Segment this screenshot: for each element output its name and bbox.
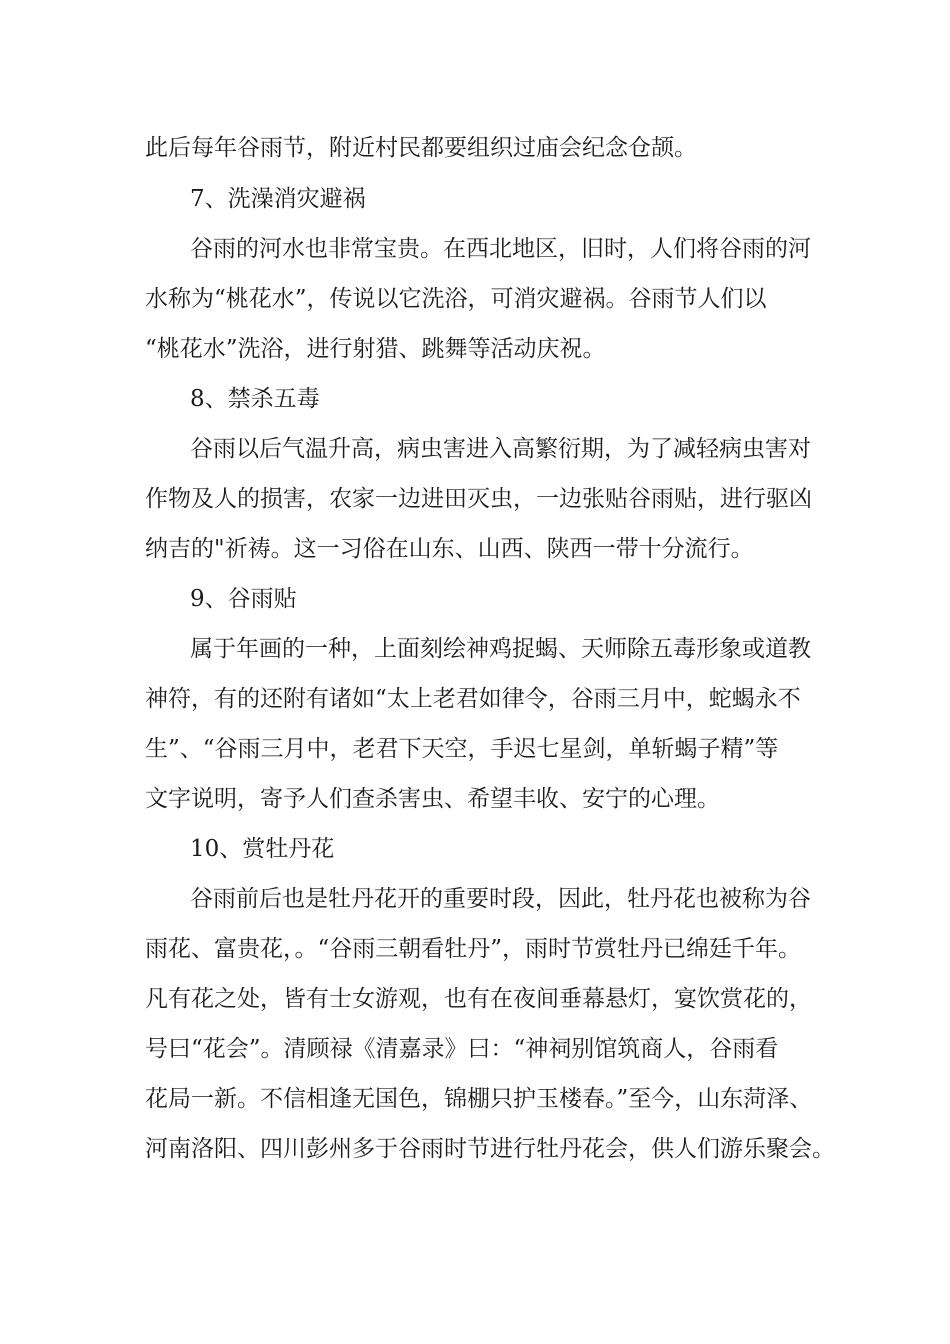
paragraph-line: 纳吉的"祈祷。这一习俗在山东、山西、陕西一带十分流行。 [145, 536, 754, 562]
paragraph-line: “桃花水”洗浴，进行射猎、跳舞等活动庆祝。 [145, 336, 606, 362]
paragraph-line: 凡有花之处，皆有士女游观，也有在夜间垂幕悬灯，宴饮赏花的， [145, 986, 812, 1012]
paragraph-line: 神符，有的还附有诸如“太上老君如律令，谷雨三月中，蛇蝎永不 [145, 686, 801, 712]
paragraph-line: 此后每年谷雨节，附近村民都要组织过庙会纪念仓颉。 [145, 135, 697, 161]
paragraph-line: 作物及人的损害，农家一边进田灭虫，一边张贴谷雨贴，进行驱凶 [145, 486, 812, 512]
section-heading-10: 10、赏牡丹花 [190, 836, 335, 862]
paragraph-line: 雨花、富贵花，。“谷雨三朝看牡丹”，雨时节赏牡丹已绵廷千年。 [145, 936, 802, 962]
paragraph-line: 谷雨以后气温升高，病虫害进入高繁衍期，为了减轻病虫害对 [190, 436, 811, 462]
paragraph-line: 号曰“花会”。清顾禄《清嘉录》曰：“神祠别馆筑商人，谷雨看 [145, 1036, 779, 1062]
section-heading-8: 8、禁杀五毒 [190, 386, 320, 412]
paragraph-line: 河南洛阳、四川彭州多于谷雨时节进行牡丹花会，供人们游乐聚会。 [145, 1136, 835, 1162]
paragraph-line: 文字说明，寄予人们查杀害虫、希望丰收、安宁的心理。 [145, 786, 720, 812]
paragraph-line: 生”、“谷雨三月中，老君下天空，手迟七星剑，单斩蝎子精”等 [145, 736, 779, 762]
paragraph-line: 花局一新。不信相逢无国色，锦棚只护玉楼春。”至今，山东菏泽、 [145, 1086, 813, 1112]
paragraph-line: 属于年画的一种，上面刻绘神鸡捉蝎、天师除五毒形象或道教 [190, 636, 811, 662]
paragraph-line: 水称为“桃花水”，传说以它洗浴，可消灾避祸。谷雨节人们以 [145, 286, 767, 312]
section-heading-9: 9、谷雨贴 [190, 586, 297, 612]
paragraph-line: 谷雨前后也是牡丹花开的重要时段，因此，牡丹花也被称为谷 [190, 886, 811, 912]
paragraph-line: 谷雨的河水也非常宝贵。在西北地区，旧时，人们将谷雨的河 [190, 236, 811, 262]
section-heading-7: 7、洗澡消灾避祸 [190, 186, 366, 212]
